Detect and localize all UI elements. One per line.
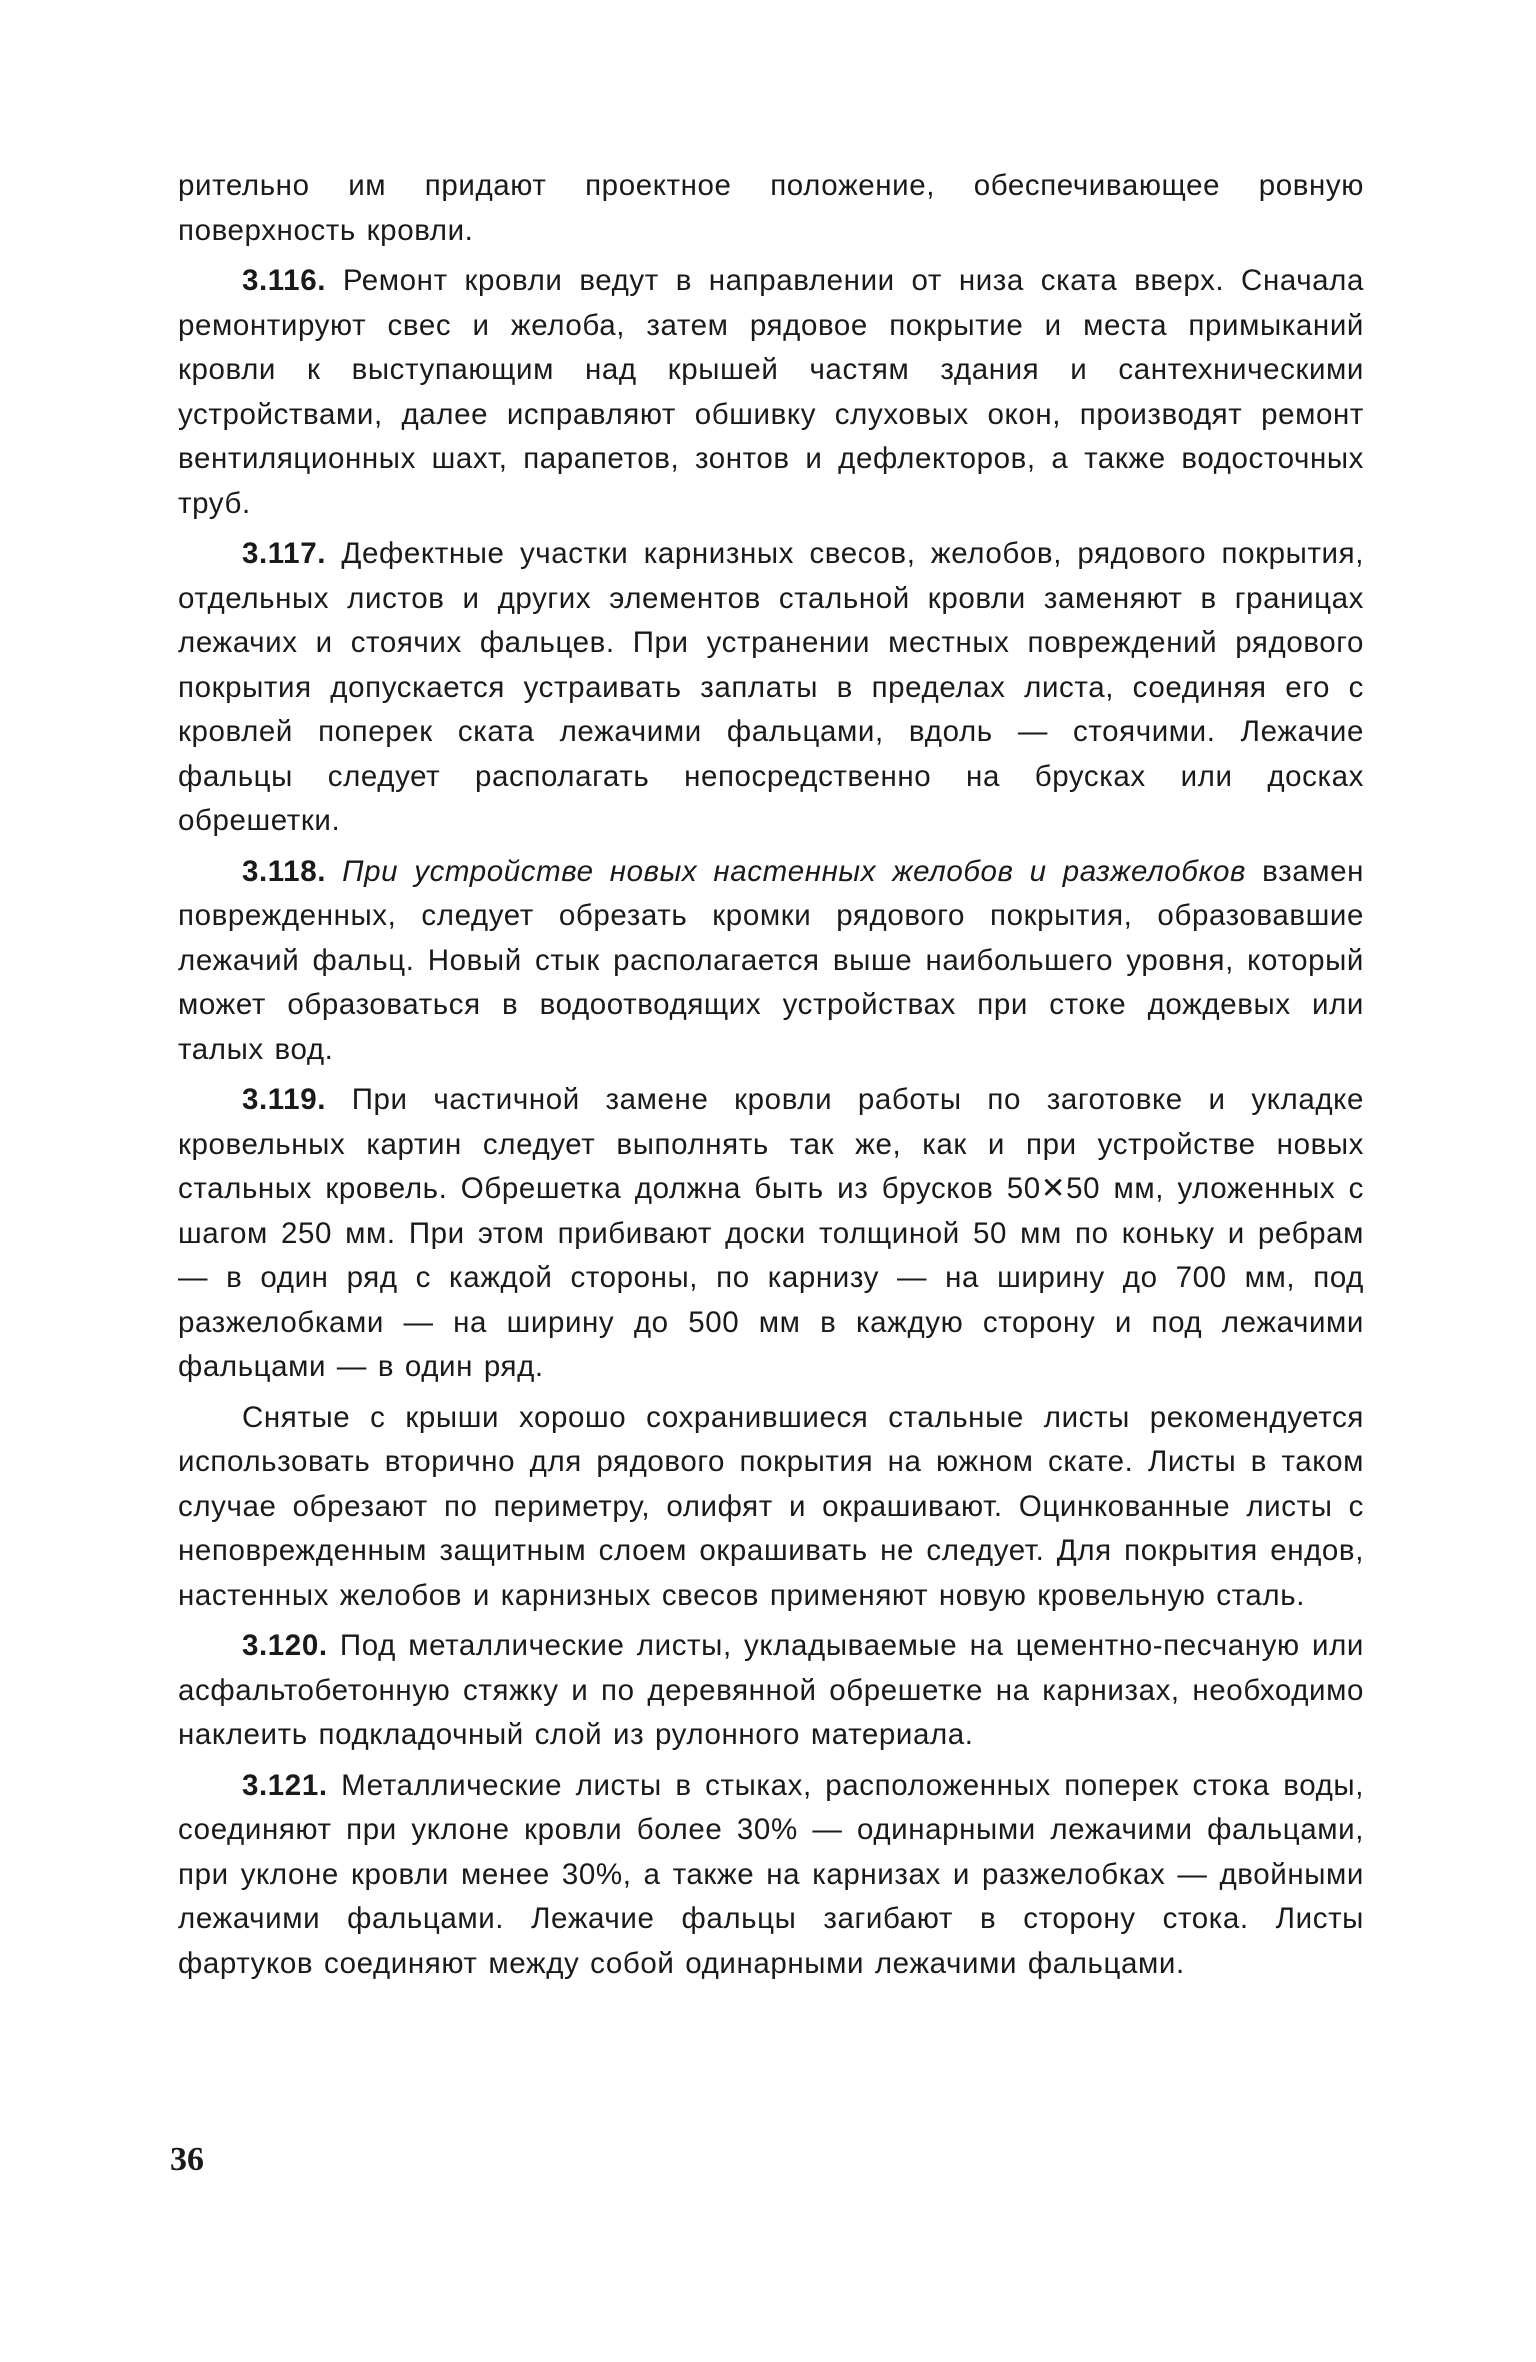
paragraph-text: Снятые с крыши хорошо сохранившиеся стальные листы рекомендуется использовать вторично для рядового покрытия на южном скате. Листы в таком случае обрезают по периметру, олифят и окрашивают. Оцинкованные листы с неповрежденным защитным слоем окрашивать не следует. Для покрытия ендов, настенных желобов и карнизных свесов применяют новую кровельную сталь. <box>178 1400 1364 1612</box>
page-number: 36 <box>170 2141 204 2178</box>
paragraph-text: Дефектные участки карнизных свесов, желобов, рядового покрытия, отдельных листов и других элементов стальной кровли заменяют в границах лежачих и стоячих фальцев. При устранении местных повреждений рядового покрытия допускается устраивать заплаты в пределах листа, соединяя его с кровлей поперек ската лежачими фальцами, вдоль — стоячими. Лежачие фальцы следует располагать непосредственно на брусках или досках обрешетки. <box>178 537 1364 837</box>
clause-number: 3.119. <box>242 1083 326 1116</box>
paragraph-text: Ремонт кровли ведут в направлении от низа ската вверх. Сначала ремонтируют свес и желоба, затем рядовое покрытие и места примыканий кровли к выступающим над крышей частям здания и сантехническими устройствами, далее исправляют обшивку слуховых окон, производят ремонт вентиляционных шахт, парапетов, зонтов и дефлекторов, а также водосточных труб. <box>178 264 1364 520</box>
paragraph-3-119-continued <box>178 1396 1364 1619</box>
paragraph-text: взамен поврежденных, следует обрезать кромки рядового покрытия, образовавшие лежачий фальц. Новый стык располагается выше наибольшего уровня, который может образоваться в водоотводящих устройствах при стоке дождевых или талых вод. <box>178 854 1365 1066</box>
clause-number: 3.116. <box>242 264 326 297</box>
paragraph-text: Под металлические листы, укладываемые на цементно-песчаную или асфальтобетонную стяжку и по деревянной обрешетке на карнизах, необходимо наклеить подкладочный слой из рулонного материала. <box>178 1629 1364 1751</box>
paragraph-3-118 <box>178 850 1364 1073</box>
page-body <box>178 164 1364 1986</box>
clause-number: 3.117. <box>242 537 326 570</box>
paragraph-text: Металлические листы в стыках, расположенных поперек стока воды, соединяют при уклоне кровли более 30% — одинарными лежачими фальцами, при уклоне кровли менее 30%, а также на карнизах и разжелобках — двойными лежачими фальцами. Лежачие фальцы загибают в сторону стока. Листы фартуков соединяют между собой одинарными лежачими фальцами. <box>178 1768 1365 1980</box>
clause-number: 3.120. <box>242 1629 328 1662</box>
paragraph-3-117 <box>178 532 1364 844</box>
paragraph-3-119 <box>178 1078 1364 1390</box>
paragraph-3-121 <box>178 1764 1364 1987</box>
paragraph-continuation <box>178 164 1364 253</box>
paragraph-text: рительно им придают проектное положение, обеспечивающее ровную поверхность кровли. <box>178 169 1364 247</box>
italic-lead-text: При устройстве новых настенных желобов и разжелобков <box>342 854 1247 888</box>
paragraph-text: При частичной замене кровли работы по заготовке и укладке кровельных картин следует выполнять так же, как и при устройстве новых стальных кровель. Обрешетка должна быть из брусков 50✕50 мм, уложенных с шагом 250 мм. При этом прибивают доски толщиной 50 мм по коньку и ребрам — в один ряд с каждой стороны, по карнизу — на ширину до 700 мм, под разжелобками — на ширину до 500 мм в каждую сторону и под лежачими фальцами — в один ряд. <box>178 1083 1365 1383</box>
paragraph-3-116 <box>178 259 1364 526</box>
paragraph-3-120 <box>178 1624 1364 1758</box>
clause-number: 3.121. <box>242 1768 328 1802</box>
clause-number: 3.118. <box>242 854 326 888</box>
